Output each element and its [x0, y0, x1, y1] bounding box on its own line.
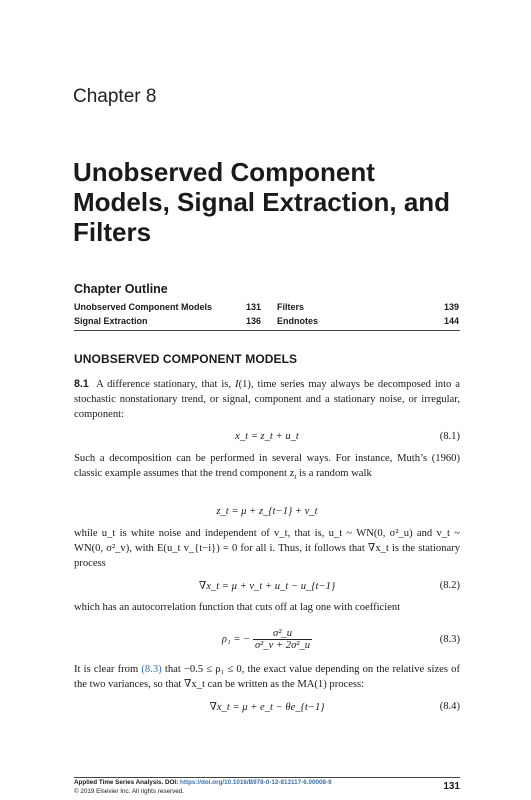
- chapter-title: [73, 157, 493, 247]
- equation: [74, 622, 460, 658]
- outline-item-page: 136: [245, 316, 261, 326]
- outline-heading: Chapter Outline: [74, 282, 168, 296]
- paragraph-text: (1), time series may always be decomposed into a stochastic nonstationary trend, or signal, component and a stationary noise, or irregular, component:: [74, 379, 460, 420]
- paragraph-text: A difference stationary, that is,: [96, 379, 236, 390]
- fraction-denominator: σ²_v + 2σ²_u: [254, 640, 311, 651]
- equation: [74, 580, 460, 596]
- chapter-label: Chapter 8: [73, 86, 157, 107]
- doi-link[interactable]: https://doi.org/10.1016/B978-0-12-813117-6.00008-9: [180, 779, 332, 786]
- equation: [74, 431, 460, 447]
- outline-item-label: Unobserved Component Models: [74, 302, 213, 312]
- section-heading: UNOBSERVED COMPONENT MODELS: [74, 352, 298, 366]
- equation-expression: z_t = μ + z_{t−1} + v_t: [216, 506, 318, 517]
- outline-item[interactable]: [277, 316, 459, 326]
- paragraph: [74, 451, 460, 484]
- paragraph: [74, 662, 460, 692]
- fraction: [253, 628, 312, 651]
- footer-divider: [74, 777, 460, 778]
- equation-number: (8.2): [439, 580, 460, 591]
- divider: [74, 330, 460, 331]
- equation-expression: ∇x_t = μ + v_t + u_t − u_{t−1}: [198, 581, 336, 592]
- paragraph: [74, 526, 460, 571]
- fraction-numerator: σ²_u: [253, 628, 312, 640]
- outline-item-page: 144: [443, 316, 459, 326]
- outline-item[interactable]: [74, 316, 261, 326]
- equation-expression: ∇x_t = μ + e_t − θe_{t−1}: [209, 702, 325, 713]
- outline-item-label: Endnotes: [277, 316, 319, 326]
- footer-citation: [74, 779, 332, 786]
- outline-item-page: 131: [245, 302, 261, 312]
- equation-lhs: ρ₁ = −: [221, 633, 251, 645]
- equation-number: (8.4): [439, 701, 460, 712]
- outline-item-label: Filters: [277, 302, 305, 312]
- math-symbol: I: [235, 379, 239, 390]
- equation-number: (8.1): [439, 431, 460, 442]
- math-subscript: t: [294, 472, 297, 482]
- equation-expression: x_t = z_t + u_t: [235, 431, 299, 442]
- outline-item[interactable]: [277, 302, 459, 312]
- paragraph-text: which has an autocorrelation function that cuts off at lag one with coefficient: [74, 602, 401, 613]
- paragraph: [74, 377, 460, 422]
- page-number: 131: [443, 781, 460, 792]
- paragraph-text: is a random walk: [296, 468, 372, 479]
- outline-item[interactable]: [74, 302, 261, 312]
- equation: [74, 506, 460, 522]
- footer-copyright: © 2019 Elsevier Inc. All rights reserved.: [74, 788, 184, 795]
- paragraph-text: while u_t is white noise and independent of v_t, that is, u_t ~ WN(0, σ²_u) and v_t ~ WN(0, σ²_v), with E(u_t v_{t−i}) = 0 for all i. Thus, it follows that ∇x_t is the stationary process: [74, 528, 460, 569]
- paragraph-text: Such a decomposition can be performed in several ways. For instance, Muth’s (1960) classic example assumes that the trend component z: [74, 453, 460, 479]
- outline-item-label: Signal Extraction: [74, 316, 148, 326]
- equation-expression: [74, 628, 460, 651]
- chapter-title-line: Unobserved Component: [73, 157, 375, 187]
- paragraph-text: that −0.5 ≤ ρ₁ ≤ 0, the exact value depending on the relative sizes of the two variances, so that ∇x_t can be written as the MA(1) process:: [74, 664, 460, 690]
- paragraph-text: It is clear from: [74, 664, 142, 675]
- chapter-title-line: Models, Signal Extraction, and: [73, 187, 451, 217]
- footer-book-title: Applied Time Series Analysis. DOI:: [74, 779, 181, 786]
- paragraph-number: 8.1: [74, 378, 89, 390]
- equation: [74, 701, 460, 717]
- outline-item-page: 139: [443, 302, 459, 312]
- equation-number: (8.3): [439, 634, 460, 645]
- paragraph: [74, 600, 460, 615]
- equation-reference-link[interactable]: (8.3): [141, 664, 162, 675]
- chapter-title-line: Filters: [73, 217, 152, 247]
